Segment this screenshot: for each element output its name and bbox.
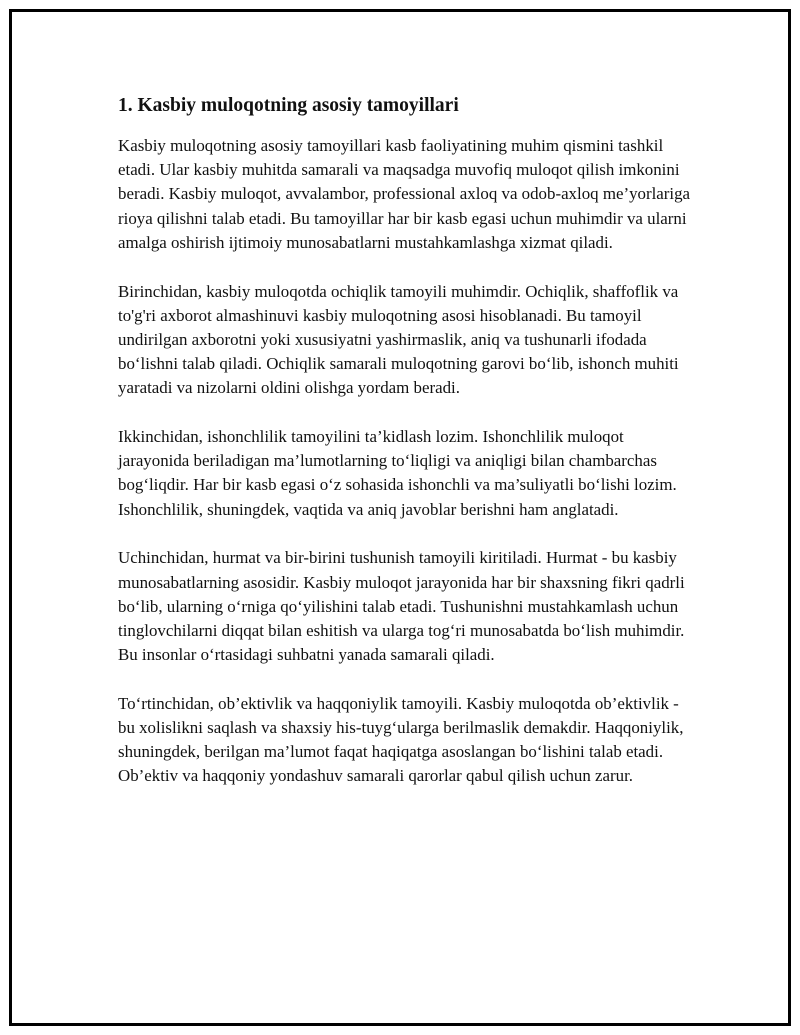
paragraph-intro: Kasbiy muloqotning asosiy tamoyillari kasb faoliyatining muhim qismini tashkil etadi. Ular kasbiy muhitda samarali va maqsadga muvofiq muloqot qilish imkonini beradi. Kasbiy muloqot, avvalambor, professional axloq va odob-axloq me’yorlariga rioya qilishni talab etadi. Bu tamoyillar har bir kasb egasi uchun muhimdir va ularni amalga oshirish ijtimoiy munosabatlarni mustahkamlashga xizmat qiladi. <box>118 136 691 252</box>
paragraph-reliability: Ikkinchidan, ishonchlilik tamoyilini ta’kidlash lozim. Ishonchlilik muloqot jarayonida beriladigan ma’lumotlarning to‘liqligi va aniqligi bilan chambarchas bog‘liqdir. Har bir kasb egasi o‘z sohasida ishonchli va ma’suliyatli bo‘lishi lozim. Ishonchlilik, shuningdek, vaqtida va aniq javoblar berishni ham anglatadi. <box>118 427 677 519</box>
paragraph-objectivity: To‘rtinchidan, ob’ektivlik va haqqoniylik tamoyili. Kasbiy muloqotda ob’ektivlik - bu xolislikni saqlash va shaxsiy his-tuyg‘ularga berilmaslik demakdir. Haqqoniylik, shuningdek, berilgan ma’lumot faqat haqiqatga asoslangan bo‘lishini talab etadi. Ob’ektiv va haqqoniy yondashuv samarali qarorlar qabul qilish uchun zarur. <box>118 693 684 786</box>
paragraph-openness: Birinchidan, kasbiy muloqotda ochiqlik tamoyili muhimdir. Ochiqlik, shaffoflik va to'g'ri axborot almashinuvi kasbiy muloqotning asosi hisoblanadi. Bu tamoyil undirilgan axborotni yoki xususiyatni yashirmaslik, aniq va tushunarli ifodada bo‘lishni talab qiladi. Ochiqlik samarali muloqotning garovi bo‘lib, ishonch muhiti yaratadi va nizolarni oldini olishga yordam beradi. <box>118 281 679 398</box>
paragraph-respect: Uchinchidan, hurmat va bir-birini tushunish tamoyili kiritiladi. Hurmat - bu kasbiy munosabatlarning asosidir. Kasbiy muloqot jarayonida har bir shaxsning fikri qadrli bo‘lib, ularning o‘rniga qo‘yilishini talab etadi. Tushunishni mustahkamlash uchun tinglovchilarni diqqat bilan eshitish va ularga tog‘ri munosabatda bo‘lish muhimdir. Bu insonlar o‘rtasidagi suhbatni yanada samarali qiladi. <box>118 548 685 665</box>
section-heading: 1. Kasbiy muloqotning asosiy tamoyillari <box>118 95 459 116</box>
document-body <box>118 92 698 813</box>
